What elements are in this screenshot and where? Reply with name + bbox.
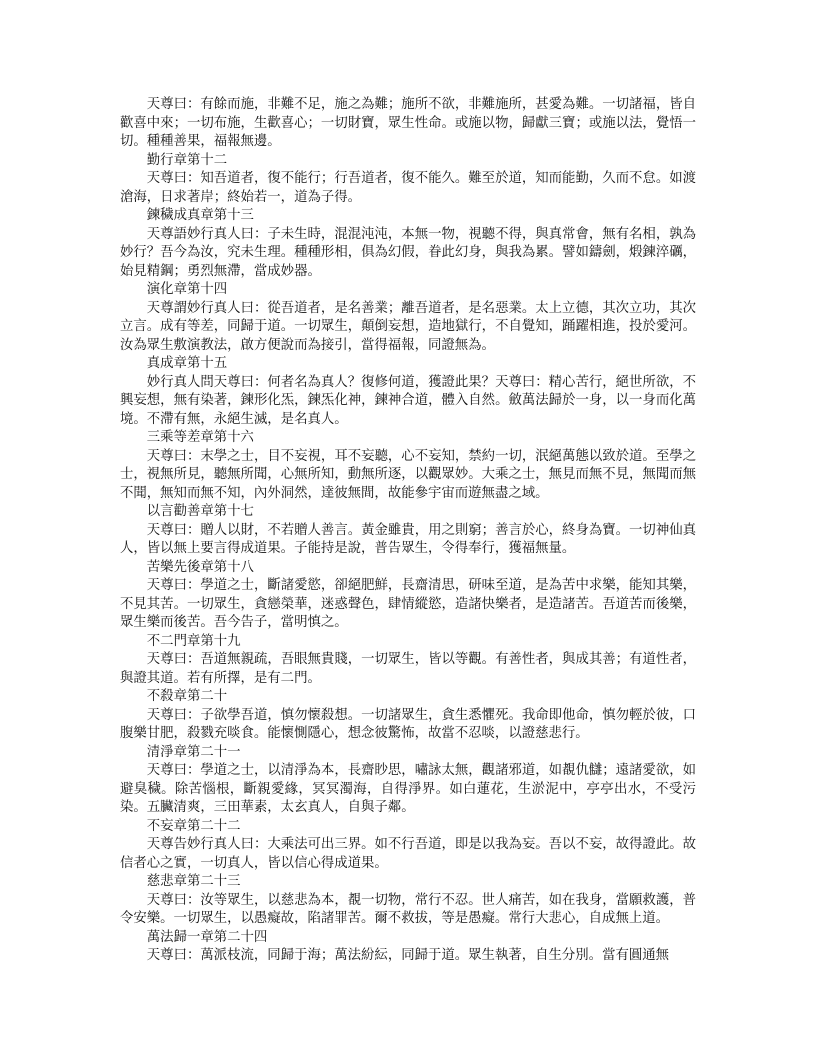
chapter-heading: 清淨章第二十一 (146, 744, 241, 760)
body-paragraph: 天尊告妙行真人曰：大乘法可出三界。如不行吾道，即是以我為妄。吾以不妄，故得證此。故信者心之實，一切真人，皆以信心得成道果。 (120, 837, 696, 871)
chapter-heading: 不殺章第二十 (146, 689, 228, 704)
body-paragraph: 天尊語妙行真人曰：子未生時，混混沌沌，本無一物，視聽不得，與真常會，無有名相，孰為妙行？吾今為汝，究未生理。種種形相，俱為幻假，眷此幻身，與我為累。譬如鑄劍，煅鍊淬礪，始見精鋼；勇烈無滯，當成妙器。 (120, 226, 696, 279)
body-paragraph: 天尊曰：學道之士，斷諸愛慾，卻絕肥鮮，長齋清思，研味至道，是為苦中求樂，能知其樂，不見其苦。一切眾生，貪戀榮華，迷惑聲色，肆情縱慾，造諸快樂者，是造諸苦。吾道苦而後樂，眾生樂而後苦。吾今告子，當明慎之。 (120, 578, 696, 630)
body-paragraph: 天尊曰：萬派枝流，同歸于海；萬法紛紜，同歸于道。眾生執著，自生分別。當有圓通無 (146, 948, 670, 963)
body-paragraph: 妙行真人問天尊曰：何者名為真人？復修何道，獲證此果？天尊曰：精心苦行，絕世所欲，不興妄想，無有染著，鍊形化炁，鍊炁化神，鍊神合道，體入自然。斂萬法歸於一身，以一身而化萬境。不滯有無，永絕生滅，是名真人。 (120, 374, 696, 427)
body-paragraph: 天尊曰：學道之士，以清淨為本，長齋眇思，嘯詠太無，觀諸邪道，如覩仇讎；遠諸愛欲，如避臭穢。除苦惱根，斷親愛緣，冥冥濁海，自得淨界。如白蓮花，生淤泥中，亭亭出水，不受污染。五臟清爽，三田華素，太玄真人，自與子鄰。 (120, 763, 696, 815)
chapter-heading: 慈悲章第二十三 (146, 874, 241, 889)
body-paragraph: 天尊曰：末學之士，目不妄視，耳不妄聽，心不妄知，禁約一切，泯絕萬態以致於道。至學之士，視無所見，聽無所聞，心無所知，動無所逐，以觀眾妙。大乘之士，無見而無不見，無聞而無不聞，無知而無不知，內外洞然，達彼無間，故能參宇宙而遊無盡之域。 (120, 448, 696, 501)
body-paragraph: 天尊曰：子欲學吾道，慎勿懷殺想。一切諸眾生，貪生悉懼死。我命即他命，慎勿輕於彼，口腹樂甘肥，殺戮充啖食。能懷惻隱心，想念彼驚怖，故當不忍啖，以證慈悲行。 (120, 707, 696, 741)
chapter-heading: 真成章第十五 (146, 356, 228, 371)
body-paragraph: 天尊曰：贈人以財，不若贈人善言。黃金雖貴，用之則窮；善言於心，終身為寶。一切神仙真人，皆以無上要言得成道果。子能持是說，普告眾生，令得奉行，獲福無量。 (120, 522, 696, 556)
document-page (120, 96, 696, 966)
body-paragraph: 天尊曰：吾道無親疏，吾眼無貴賤，一切眾生，皆以等觀。有善性者，與成其善；有道性者，與證其道。若有所擇，是有二門。 (120, 652, 696, 686)
chapter-heading: 演化章第十四 (146, 282, 228, 297)
body-paragraph: 天尊曰：汝等眾生，以慈悲為本，覩一切物，常行不忍。世人痛苦，如在我身，當願救護，普令安樂。一切眾生，以愚癡故，陷諸罪苦。爾不救拔，等是愚癡。常行大悲心，自成無上道。 (120, 892, 696, 926)
chapter-heading: 以言勸善章第十七 (146, 504, 254, 519)
chapter-heading: 勤行章第十二 (146, 152, 228, 168)
body-paragraph: 天尊曰：有餘而施，非難不足，施之為難；施所不欲，非難施所，甚愛為難。一切諸福，皆自歡喜中來；一切布施，生歡喜心；一切財寶，眾生性命。或施以物，歸獻三寶；或施以法，覺悟一切。種種善果，福報無邊。 (120, 97, 696, 149)
body-paragraph: 天尊謂妙行真人曰：從吾道者，是名善業；離吾道者，是名惡業。太上立德，其次立功，其次立言。成有等差，同歸于道。一切眾生，顛倒妄想，造地獄行，不自覺知，踊躍相進，投於愛河。汝為眾生敷演教法，啟方便說而為接引，當得福報，同證無為。 (120, 300, 696, 353)
body-paragraph: 天尊曰：知吾道者，復不能行；行吾道者，復不能久。難至於道，知而能勤，久而不怠。如渡滄海，日求著岸；終始若一，道為子得。 (120, 171, 696, 205)
chapter-heading: 不二門章第十九 (146, 633, 241, 649)
chapter-heading: 鍊穢成真章第十三 (146, 208, 254, 223)
chapter-heading: 三乘等差章第十六 (146, 430, 254, 445)
chapter-heading: 不妄章第二十二 (146, 818, 241, 834)
chapter-heading: 苦樂先後章第十八 (146, 559, 254, 575)
chapter-heading: 萬法歸一章第二十四 (146, 929, 268, 945)
